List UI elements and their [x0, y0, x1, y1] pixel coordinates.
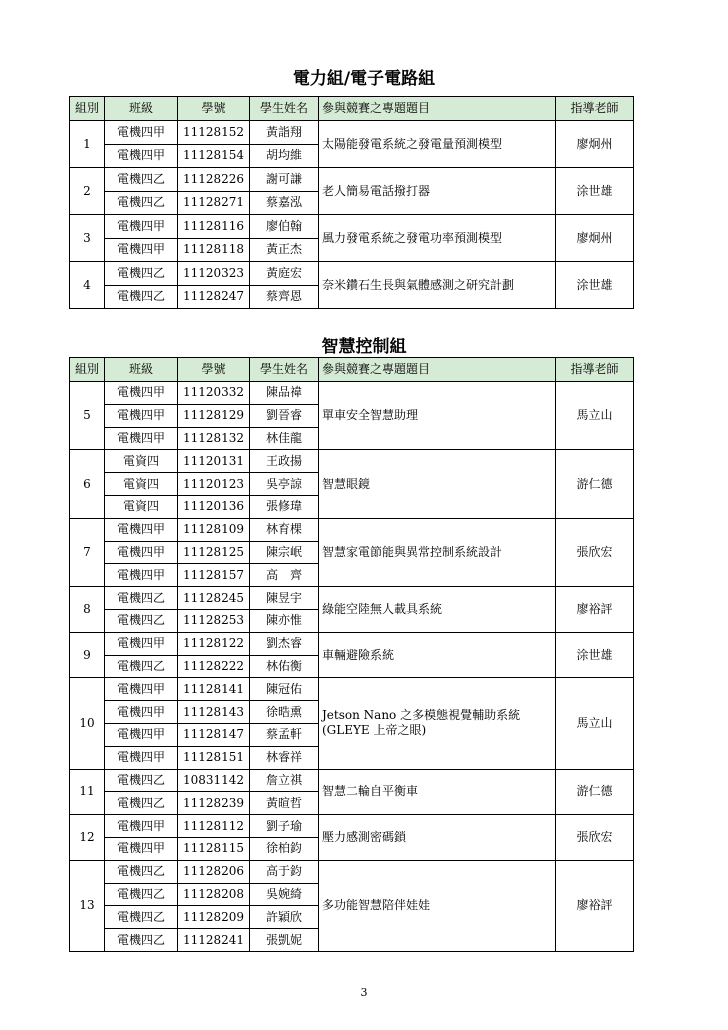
- section-title-power: 電力組/電子電路組: [292, 69, 436, 89]
- teacher-cell: 馬立山: [556, 678, 634, 769]
- student-id-cell: 11128143: [178, 701, 250, 724]
- group-number-cell: 9: [70, 632, 105, 678]
- header-topic: 參與競賽之專題題目: [319, 97, 556, 121]
- topic-cell: 壓力感測密碼鎖: [319, 815, 556, 861]
- student-name-cell: 謝可謙: [250, 168, 319, 192]
- student-name-cell: 徐晧熏: [250, 701, 319, 724]
- student-id-cell: 11128122: [178, 632, 250, 655]
- class-cell: 電機四乙: [105, 906, 178, 929]
- class-cell: 電機四甲: [105, 815, 178, 838]
- header-group-no: 組別: [70, 358, 105, 382]
- header-topic: 參與競賽之專題題目: [319, 358, 556, 382]
- group-number-cell: 11: [70, 769, 105, 815]
- student-name-cell: 陳宗岷: [250, 541, 319, 564]
- student-id-cell: 11128129: [178, 404, 250, 427]
- student-id-cell: 11128147: [178, 723, 250, 746]
- class-cell: 電機四甲: [105, 837, 178, 860]
- topic-cell: 太陽能發電系統之發電量預測模型: [319, 121, 556, 168]
- topic-cell: 智慧眼鏡: [319, 450, 556, 518]
- teacher-cell: 廖裕評: [556, 860, 634, 951]
- class-cell: 電機四甲: [105, 427, 178, 450]
- student-name-cell: 高 齊: [250, 564, 319, 587]
- teacher-cell: 張欣宏: [556, 518, 634, 586]
- group-number-cell: 7: [70, 518, 105, 586]
- teacher-cell: 張欣宏: [556, 815, 634, 861]
- class-cell: 電機四乙: [105, 191, 178, 215]
- student-name-cell: 劉杰睿: [250, 632, 319, 655]
- student-id-cell: 11128226: [178, 168, 250, 192]
- table-row: [70, 215, 634, 239]
- student-name-cell: 林睿祥: [250, 746, 319, 769]
- class-cell: 電機四甲: [105, 215, 178, 239]
- student-id-cell: 11128116: [178, 215, 250, 239]
- class-cell: 電機四甲: [105, 701, 178, 724]
- student-id-cell: 11120323: [178, 262, 250, 286]
- teacher-cell: 涂世雄: [556, 632, 634, 678]
- header-class: 班級: [105, 97, 178, 121]
- group-number-cell: 13: [70, 860, 105, 951]
- student-name-cell: 黃暄哲: [250, 792, 319, 815]
- teacher-cell: 涂世雄: [556, 168, 634, 215]
- table-smart-control: [69, 357, 634, 952]
- student-id-cell: 11128152: [178, 121, 250, 145]
- student-id-cell: 11128222: [178, 655, 250, 678]
- table-row: [70, 632, 634, 655]
- student-name-cell: 許穎欣: [250, 906, 319, 929]
- teacher-cell: 涂世雄: [556, 262, 634, 309]
- student-id-cell: 11128206: [178, 860, 250, 883]
- student-id-cell: 11128247: [178, 285, 250, 309]
- student-name-cell: 黃正杰: [250, 238, 319, 262]
- class-cell: 電機四乙: [105, 262, 178, 286]
- student-id-cell: 11128239: [178, 792, 250, 815]
- student-id-cell: 11128115: [178, 837, 250, 860]
- student-id-cell: 11128125: [178, 541, 250, 564]
- class-cell: 電機四乙: [105, 929, 178, 952]
- student-name-cell: 林育棵: [250, 518, 319, 541]
- student-id-cell: 11128118: [178, 238, 250, 262]
- class-cell: 電機四甲: [105, 723, 178, 746]
- class-cell: 電機四甲: [105, 382, 178, 405]
- topic-cell: 奈米鑽石生長與氣體感測之研究計劃: [319, 262, 556, 309]
- class-cell: 電機四乙: [105, 655, 178, 678]
- student-name-cell: 林佑衡: [250, 655, 319, 678]
- class-cell: 電資四: [105, 495, 178, 518]
- group-number-cell: 10: [70, 678, 105, 769]
- teacher-cell: 游仁德: [556, 769, 634, 815]
- class-cell: 電資四: [105, 450, 178, 473]
- table-row: [70, 450, 634, 473]
- student-name-cell: 吳亭諒: [250, 473, 319, 496]
- student-id-cell: 11120123: [178, 473, 250, 496]
- class-cell: 電機四乙: [105, 587, 178, 610]
- teacher-cell: 廖裕評: [556, 587, 634, 633]
- student-name-cell: 陳亦惟: [250, 609, 319, 632]
- student-id-cell: 11128132: [178, 427, 250, 450]
- class-cell: 電機四乙: [105, 609, 178, 632]
- teacher-cell: 廖炯州: [556, 121, 634, 168]
- student-name-cell: 劉子瑜: [250, 815, 319, 838]
- group-number-cell: 12: [70, 815, 105, 861]
- teacher-cell: 廖炯州: [556, 215, 634, 262]
- class-cell: 電資四: [105, 473, 178, 496]
- student-name-cell: 詹立祺: [250, 769, 319, 792]
- student-name-cell: 張修瑋: [250, 495, 319, 518]
- student-id-cell: 11120136: [178, 495, 250, 518]
- header-row: [70, 358, 634, 382]
- header-teacher: 指導老師: [556, 97, 634, 121]
- student-name-cell: 張凱妮: [250, 929, 319, 952]
- header-student-name: 學生姓名: [250, 358, 319, 382]
- student-name-cell: 廖伯翰: [250, 215, 319, 239]
- group-number-cell: 5: [70, 382, 105, 450]
- student-id-cell: 11128209: [178, 906, 250, 929]
- class-cell: 電機四甲: [105, 144, 178, 168]
- class-cell: 電機四甲: [105, 632, 178, 655]
- class-cell: 電機四乙: [105, 168, 178, 192]
- group-number-cell: 3: [70, 215, 105, 262]
- class-cell: 電機四甲: [105, 518, 178, 541]
- table-row: [70, 262, 634, 286]
- student-name-cell: 陳昱宇: [250, 587, 319, 610]
- header-group-no: 組別: [70, 97, 105, 121]
- group-number-cell: 8: [70, 587, 105, 633]
- student-id-cell: 11128253: [178, 609, 250, 632]
- table-row: [70, 860, 634, 883]
- class-cell: 電機四乙: [105, 860, 178, 883]
- student-name-cell: 黃庭宏: [250, 262, 319, 286]
- student-name-cell: 黃詣翔: [250, 121, 319, 145]
- student-name-cell: 蔡嘉泓: [250, 191, 319, 215]
- student-id-cell: 11120332: [178, 382, 250, 405]
- table-row: [70, 121, 634, 145]
- student-id-cell: 11128154: [178, 144, 250, 168]
- header-student-name: 學生姓名: [250, 97, 319, 121]
- topic-cell: 智慧家電節能與異常控制系統設計: [319, 518, 556, 586]
- group-number-cell: 6: [70, 450, 105, 518]
- student-id-cell: 11120131: [178, 450, 250, 473]
- class-cell: 電機四乙: [105, 769, 178, 792]
- table-power-electronics: [69, 96, 634, 309]
- group-number-cell: 2: [70, 168, 105, 215]
- group-number-cell: 1: [70, 121, 105, 168]
- header-student-id: 學號: [178, 97, 250, 121]
- teacher-cell: 馬立山: [556, 382, 634, 450]
- header-class: 班級: [105, 358, 178, 382]
- topic-cell: 綠能空陸無人載具系統: [319, 587, 556, 633]
- student-id-cell: 11128245: [178, 587, 250, 610]
- student-name-cell: 王政揚: [250, 450, 319, 473]
- student-id-cell: 11128241: [178, 929, 250, 952]
- student-name-cell: 蔡齊恩: [250, 285, 319, 309]
- topic-cell: 車輛避險系統: [319, 632, 556, 678]
- student-name-cell: 胡均維: [250, 144, 319, 168]
- student-name-cell: 陳品禕: [250, 382, 319, 405]
- table-row: [70, 382, 634, 405]
- student-name-cell: 高于鈞: [250, 860, 319, 883]
- table-row: [70, 587, 634, 610]
- topic-cell: 單車安全智慧助理: [319, 382, 556, 450]
- header-teacher: 指導老師: [556, 358, 634, 382]
- topic-cell: 智慧二輪自平衡車: [319, 769, 556, 815]
- teacher-cell: 游仁德: [556, 450, 634, 518]
- table-row: [70, 518, 634, 541]
- student-name-cell: 林佳龍: [250, 427, 319, 450]
- class-cell: 電機四甲: [105, 746, 178, 769]
- table-row: [70, 678, 634, 701]
- student-name-cell: 陳冠佑: [250, 678, 319, 701]
- student-id-cell: 11128151: [178, 746, 250, 769]
- table-row: [70, 769, 634, 792]
- class-cell: 電機四甲: [105, 121, 178, 145]
- student-name-cell: 吳婉綺: [250, 883, 319, 906]
- student-id-cell: 11128112: [178, 815, 250, 838]
- page-number: 3: [360, 986, 368, 999]
- student-id-cell: 10831142: [178, 769, 250, 792]
- class-cell: 電機四甲: [105, 404, 178, 427]
- topic-cell: Jetson Nano 之多模態視覺輔助系統(GLEYE 上帝之眼): [319, 678, 556, 769]
- student-id-cell: 11128208: [178, 883, 250, 906]
- student-id-cell: 11128157: [178, 564, 250, 587]
- student-id-cell: 11128109: [178, 518, 250, 541]
- header-row: [70, 97, 634, 121]
- student-name-cell: 蔡孟軒: [250, 723, 319, 746]
- class-cell: 電機四甲: [105, 541, 178, 564]
- class-cell: 電機四甲: [105, 678, 178, 701]
- group-number-cell: 4: [70, 262, 105, 309]
- class-cell: 電機四甲: [105, 238, 178, 262]
- student-id-cell: 11128141: [178, 678, 250, 701]
- section-title-smart-control: 智慧控制組: [321, 337, 407, 357]
- table-row: [70, 168, 634, 192]
- table-row: [70, 815, 634, 838]
- topic-cell: 老人簡易電話撥打器: [319, 168, 556, 215]
- class-cell: 電機四乙: [105, 792, 178, 815]
- student-name-cell: 劉晉睿: [250, 404, 319, 427]
- class-cell: 電機四乙: [105, 285, 178, 309]
- topic-cell: 風力發電系統之發電功率預測模型: [319, 215, 556, 262]
- student-id-cell: 11128271: [178, 191, 250, 215]
- topic-cell: 多功能智慧陪伴娃娃: [319, 860, 556, 951]
- student-name-cell: 徐柏鈞: [250, 837, 319, 860]
- header-student-id: 學號: [178, 358, 250, 382]
- class-cell: 電機四甲: [105, 564, 178, 587]
- class-cell: 電機四乙: [105, 883, 178, 906]
